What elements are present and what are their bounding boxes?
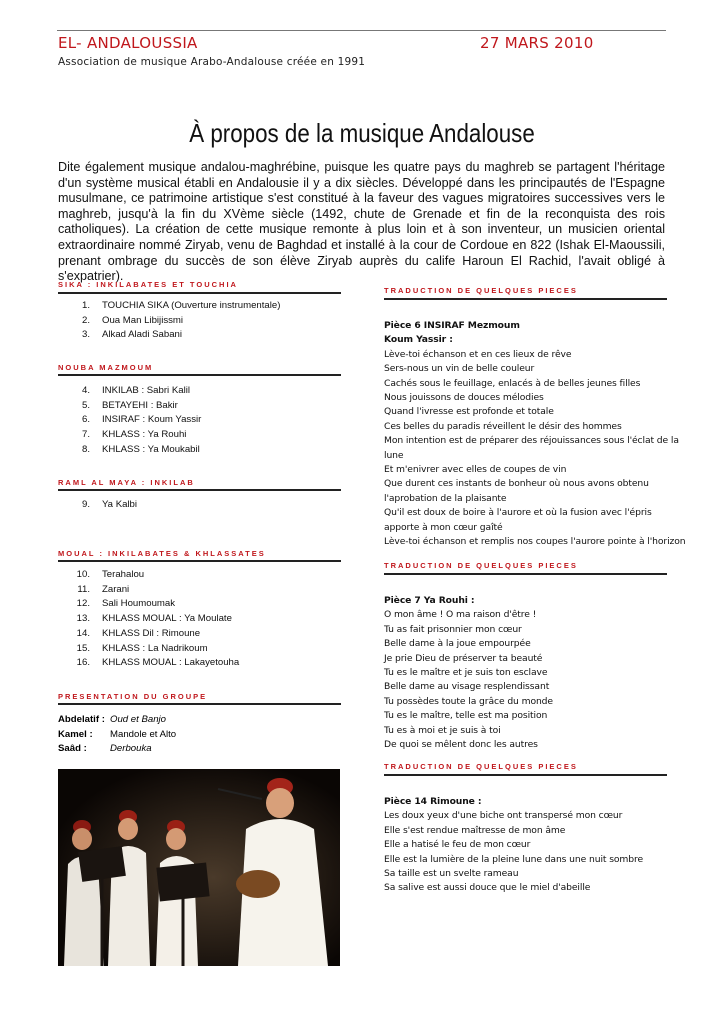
poem-line: l'aprobation de la plaisante	[384, 492, 507, 504]
list-item: 9. Ya Kalbi	[81, 499, 138, 510]
page-title: À propos de la musique Andalouse	[189, 118, 535, 148]
piece-title: Pièce 7 Ya Rouhi :	[384, 595, 475, 606]
track-list-nouba	[58, 384, 201, 458]
piece-title: Pièce 14 Rimoune :	[384, 796, 482, 807]
translation-piece-14	[384, 795, 643, 896]
section-heading-raml: RAML AL MAYA : INKILAB	[58, 478, 195, 487]
poem-line: Elle est la lumière de la pleine lune dans une nuit sombre	[384, 853, 644, 865]
poem-line: Belle dame au visage resplendissant	[384, 681, 550, 693]
header-rule	[57, 30, 666, 31]
list-item: 15. KHLASS : La Nadrikoum	[76, 642, 208, 654]
member-row: Abdelatif : Oud et Banjo	[58, 714, 167, 725]
newsletter-subtitle: Association de musique Arabo-Andalouse créée en 1991	[58, 56, 366, 68]
list-item: 10. Terahalou	[76, 569, 145, 580]
poem-line: Nous jouissons de douces mélodies	[384, 392, 544, 404]
poem-line: Les doux yeux d'une biche ont transpersé mon cœur	[384, 810, 623, 822]
section-heading-translations: TRADUCTION DE QUELQUES PIECES	[384, 762, 578, 771]
group-members	[58, 713, 176, 757]
list-item: 1. TOUCHIA SIKA (Ouverture instrumentale)	[81, 300, 281, 311]
poem-line: De quoi se mêlent donc les autres	[384, 739, 538, 751]
poem-line: Elle s'est rendue maîtresse de mon âme	[384, 824, 566, 836]
list-item: 14. KHLASS Dil : Rimoune	[76, 627, 201, 639]
track-list-raml	[58, 498, 137, 513]
list-item: 5. BETAYEHI : Bakir	[81, 399, 178, 411]
section-rule	[384, 774, 667, 776]
section-heading-groupe: PRESENTATION DU GROUPE	[58, 692, 208, 701]
list-item: 2. Oua Man Libijissmi	[81, 314, 184, 326]
poem-line: Et m'enivrer avec elles de coupes de vin	[384, 464, 567, 476]
member-row: Kamel : Mandole et Alto	[58, 728, 177, 740]
section-heading-moual: MOUAL : INKILABATES & KHLASSATES	[58, 549, 266, 558]
section-rule	[58, 374, 341, 376]
list-item: 3. Alkad Aladi Sabani	[81, 329, 183, 341]
section-heading-sika: SIKA : INKILABATES ET TOUCHIA	[58, 280, 238, 289]
section-rule	[384, 573, 667, 575]
poem-line: Sa taille est un svelte rameau	[384, 868, 519, 880]
poem-line: Elle a hatisé le feu de mon cœur	[384, 839, 531, 851]
poem-line: Tu es le maître, telle est ma position	[384, 710, 548, 722]
group-photo	[58, 769, 340, 966]
intro-paragraph: Dite également musique andalou-maghrébine, puisque les quatre pays du maghreb se partagent l'héritage d'un système musical établi en Andalousie il y a dix siècles. Développé dans les principautés de l'Espagne musulmane, ce patrimoine artistique s'est constitué à la faveur des vagues migratoires successives vers le maghreb, jusqu'à la fin du XVème siècle (1492, chute de Grenade et fin de la reconquista des rois catholiques). La création de cette musique remonte à plus loin et à son inventeur, un musicien oriental extraordinaire nommé Ziryab, venu de Baghdad et installé à la cour de Cordoue en 822 (Ishak El-Maoussili, prenant ombrage du succès de son élève Ziryab auprès du calife Haroun El Rachid, l'avait obligé à s'expatrier).	[58, 160, 665, 284]
piece-title: Pièce 6 INSIRAF Mezmoum	[384, 320, 520, 331]
section-rule	[58, 560, 341, 562]
section-heading-nouba: NOUBA MAZMOUM	[58, 363, 154, 372]
poem-line: Sa salive est aussi douce que le miel d'abeille	[384, 882, 591, 894]
track-list-sika	[58, 299, 280, 343]
section-rule	[58, 292, 341, 294]
list-item: 11. Zarani	[77, 583, 130, 595]
list-item: 8. KHLASS : Ya Moukabil	[81, 443, 200, 455]
newsletter-date: 27 MARS 2010	[480, 34, 594, 52]
poem-line: Ces belles du paradis réveillent le désir des hommes	[384, 420, 622, 432]
section-heading-translations: TRADUCTION DE QUELQUES PIECES	[384, 286, 578, 295]
list-item: 16. KHLASS MOUAL : Lakayetouha	[76, 657, 240, 669]
poem-line: Tu es à moi et je suis à toi	[384, 724, 501, 736]
poem-line: Que durent ces instants de bonheur où nous avons obtenu	[384, 478, 649, 490]
list-item: 6. INSIRAF : Koum Yassir	[81, 414, 202, 426]
translation-piece-7	[384, 594, 553, 752]
newsletter-title: EL- ANDALOUSSIA	[58, 34, 198, 52]
poem-line: Lève-toi échanson et en ces lieux de rêve	[384, 348, 572, 360]
poem-line: apporte à mon cœur gaîté	[384, 521, 503, 533]
list-item: 4. INKILAB : Sabri Kalil	[81, 385, 190, 396]
poem-line: Lève-toi échanson et remplis nos coupes l'aurore pointe à l'horizon	[384, 536, 686, 548]
list-item: 12. Sali Houmoumak	[76, 598, 176, 610]
poem-line: lune	[384, 449, 404, 461]
section-rule	[58, 703, 341, 705]
section-rule	[58, 489, 341, 491]
piece-subtitle: Koum Yassir :	[384, 334, 453, 346]
track-list-moual	[58, 568, 239, 671]
poem-line: Tu possèdes toute la grâce du monde	[384, 695, 553, 707]
poem-line: Tu as fait prisonnier mon cœur	[384, 623, 522, 635]
member-row: Saâd : Derbouka	[58, 743, 152, 755]
list-item: 13. KHLASS MOUAL : Ya Moulate	[76, 613, 232, 625]
poem-line: Sers-nous un vin de belle couleur	[384, 363, 535, 375]
poem-line: O mon âme ! O ma raison d'être !	[384, 609, 537, 621]
list-item: 7. KHLASS : Ya Rouhi	[81, 429, 187, 441]
poem-line: Belle dame à la joue empourpée	[384, 638, 531, 650]
section-heading-translations: TRADUCTION DE QUELQUES PIECES	[384, 561, 578, 570]
poem-line: Quand l'ivresse est profonde et totale	[384, 406, 554, 418]
poem-line: Je prie Dieu de préserver ta beauté	[384, 652, 543, 664]
poem-line: Mon intention est de préparer des réjouissances sous l'éclat de la	[384, 435, 679, 447]
poem-line: Cachés sous le feuillage, enlacés à de belles jeunes filles	[384, 377, 641, 389]
translation-piece-6	[384, 319, 686, 550]
poem-line: Qu'il est doux de boire à l'aurore et où la fusion avec l'épris	[384, 507, 652, 519]
poem-line: Tu es le maître et je suis ton esclave	[384, 667, 548, 679]
section-rule	[384, 298, 667, 300]
